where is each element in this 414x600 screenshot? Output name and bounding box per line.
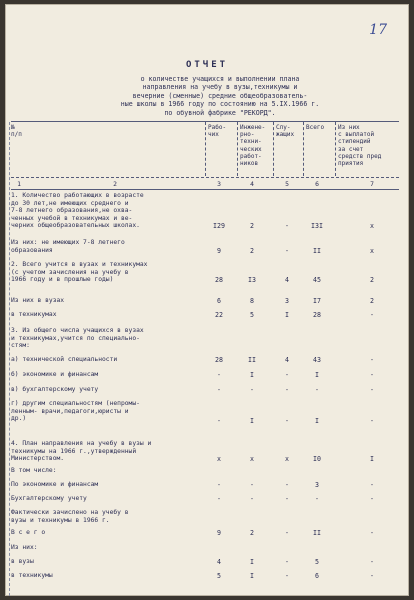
cell-total: 5: [315, 558, 319, 566]
cell-itr: I: [250, 417, 254, 425]
row-label: В том числе:: [11, 467, 57, 474]
cell-stipend: -: [370, 481, 374, 489]
cell-itr: x: [250, 455, 254, 463]
cell-itr: I: [250, 558, 254, 566]
row-label: б) экономике и финансам: [11, 371, 99, 378]
cell-itr: 8: [250, 297, 254, 305]
header-total: Всего: [306, 124, 325, 131]
row-label: Из них в вузах: [11, 297, 65, 304]
row-label: Из них:: [11, 544, 38, 551]
cell-stipend: -: [370, 417, 374, 425]
document-page: [5, 4, 409, 596]
cell-workers: I29: [213, 222, 225, 230]
cell-stipend: x: [370, 247, 374, 255]
row-label: 2. Всего учится в вузах и техникумах (с учетом зачисления на учебу в 1966 году и в прошлые годы): [11, 261, 148, 284]
cell-stipend: -: [370, 495, 374, 503]
column-number: 1: [17, 180, 21, 188]
cell-total: 3: [315, 481, 319, 489]
column-number: 5: [285, 180, 289, 188]
cell-employees: 3: [285, 297, 289, 305]
cell-employees: -: [285, 558, 289, 566]
cell-employees: -: [285, 386, 289, 394]
cell-itr: 5: [250, 311, 254, 319]
cell-stipend: -: [370, 529, 374, 537]
column-number: 6: [315, 180, 319, 188]
header-separator: [205, 122, 206, 176]
cell-workers: 28: [215, 356, 223, 364]
row-label: в техникумах: [11, 311, 57, 318]
cell-itr: 2: [250, 247, 254, 255]
cell-workers: 9: [217, 247, 221, 255]
cell-workers: -: [217, 481, 221, 489]
cell-employees: -: [285, 529, 289, 537]
cell-employees: -: [285, 247, 289, 255]
cell-workers: 5: [217, 572, 221, 580]
cell-stipend: -: [370, 558, 374, 566]
cell-total: 28: [313, 311, 321, 319]
cell-itr: 2: [250, 222, 254, 230]
column-number: 2: [113, 180, 117, 188]
cell-itr: -: [250, 481, 254, 489]
cell-stipend: -: [370, 572, 374, 580]
cell-total: I0: [313, 455, 321, 463]
header-stipend: Из них с выплатой стипендий за счет средств пред приятия: [338, 124, 382, 168]
document-subtitle: о количестве учащихся и выполнении плана направления на учебу в вузы,техникумы и вечерние (сменные) средние общеобразователь- ные школы в 1966 году по состоянию на 5.IX.1966 г. по обувной фабрике "РЕКОРД".: [120, 75, 320, 117]
cell-workers: 9: [217, 529, 221, 537]
document-title: ОТЧЕТ: [185, 60, 229, 70]
cell-workers: -: [217, 371, 221, 379]
cell-total: 6: [315, 572, 319, 580]
row-label: в) бухгалтерскому учету: [11, 386, 99, 393]
row-label: 1. Количество работающих в возрасте до 30 лет,не имеющих среднего и 7-8 летнего образования,не охва- ченных учебой в техникумах и ве- черних общеобразовательных школах.: [11, 192, 144, 230]
column-number: 4: [250, 180, 254, 188]
cell-workers: -: [217, 495, 221, 503]
cell-total: 43: [313, 356, 321, 364]
cell-stipend: -: [370, 386, 374, 394]
cell-workers: 4: [217, 558, 221, 566]
row-label: По экономике и финансам: [11, 481, 99, 488]
row-label: а) технической специальности: [11, 356, 118, 363]
row-label: Из них: не имеющих 7-8 летнего образования: [11, 239, 125, 254]
cell-employees: x: [285, 455, 289, 463]
cell-employees: -: [285, 417, 289, 425]
cell-stipend: I: [370, 455, 374, 463]
cell-employees: -: [285, 481, 289, 489]
header-workers: Рабо- чих: [208, 124, 227, 139]
header-separator: [273, 122, 274, 176]
cell-workers: 28: [215, 276, 223, 284]
cell-total: 45: [313, 276, 321, 284]
left-margin-dashes: [5, 122, 10, 596]
cell-employees: 4: [285, 356, 289, 364]
row-label: Бухгалтерскому учету: [11, 495, 87, 502]
cell-itr: II: [248, 356, 256, 364]
cell-stipend: -: [370, 356, 374, 364]
row-label: в техникумы: [11, 572, 53, 579]
cell-itr: I: [250, 371, 254, 379]
row-label: г) другим специальностям (непромы- ленным- врачи,педагоги,юристы и др.): [11, 400, 140, 423]
header-mid-rule: [11, 177, 399, 178]
cell-workers: -: [217, 386, 221, 394]
cell-stipend: x: [370, 222, 374, 230]
header-bottom-rule: [11, 189, 399, 190]
cell-employees: -: [285, 222, 289, 230]
cell-total: II: [313, 247, 321, 255]
cell-employees: 4: [285, 276, 289, 284]
cell-stipend: -: [370, 311, 374, 319]
cell-total: I: [315, 371, 319, 379]
cell-workers: 6: [217, 297, 221, 305]
cell-stipend: 2: [370, 276, 374, 284]
cell-total: -: [315, 495, 319, 503]
column-number: 7: [370, 180, 374, 188]
row-label: в вузы: [11, 558, 34, 565]
cell-employees: -: [285, 495, 289, 503]
header-separator: [237, 122, 238, 176]
cell-total: -: [315, 386, 319, 394]
cell-itr: I: [250, 572, 254, 580]
cell-total: I: [315, 417, 319, 425]
row-label: В с е г о: [11, 529, 46, 536]
header-itr: Инжене- рно- техни- ческих работ- ников: [240, 124, 266, 168]
row-label: 3. Из общего числа учащихся в вузах и техникумах,учится по специально- стям:: [11, 327, 144, 350]
cell-workers: -: [217, 417, 221, 425]
header-employees: Слу- жащих: [276, 124, 295, 139]
cell-stipend: -: [370, 371, 374, 379]
cell-workers: 22: [215, 311, 223, 319]
row-label: 4. План направления на учебу в вузы и техникумы на 1966 г.,утвержденный Министерством.: [11, 440, 152, 463]
row-label: Фактически зачислено на учебу в вузы и техникумы в 1966 г.: [11, 509, 129, 524]
cell-itr: I3: [248, 276, 256, 284]
page-number: 17: [369, 22, 387, 38]
cell-total: I7: [313, 297, 321, 305]
cell-stipend: 2: [370, 297, 374, 305]
cell-itr: 2: [250, 529, 254, 537]
cell-employees: -: [285, 572, 289, 580]
header-separator: [303, 122, 304, 176]
cell-total: I3I: [311, 222, 323, 230]
column-number: 3: [217, 180, 221, 188]
cell-employees: -: [285, 371, 289, 379]
cell-total: II: [313, 529, 321, 537]
cell-employees: I: [285, 311, 289, 319]
cell-itr: -: [250, 495, 254, 503]
header-separator: [335, 122, 336, 176]
cell-itr: -: [250, 386, 254, 394]
header-num: № п/п: [11, 124, 22, 139]
cell-workers: x: [217, 455, 221, 463]
